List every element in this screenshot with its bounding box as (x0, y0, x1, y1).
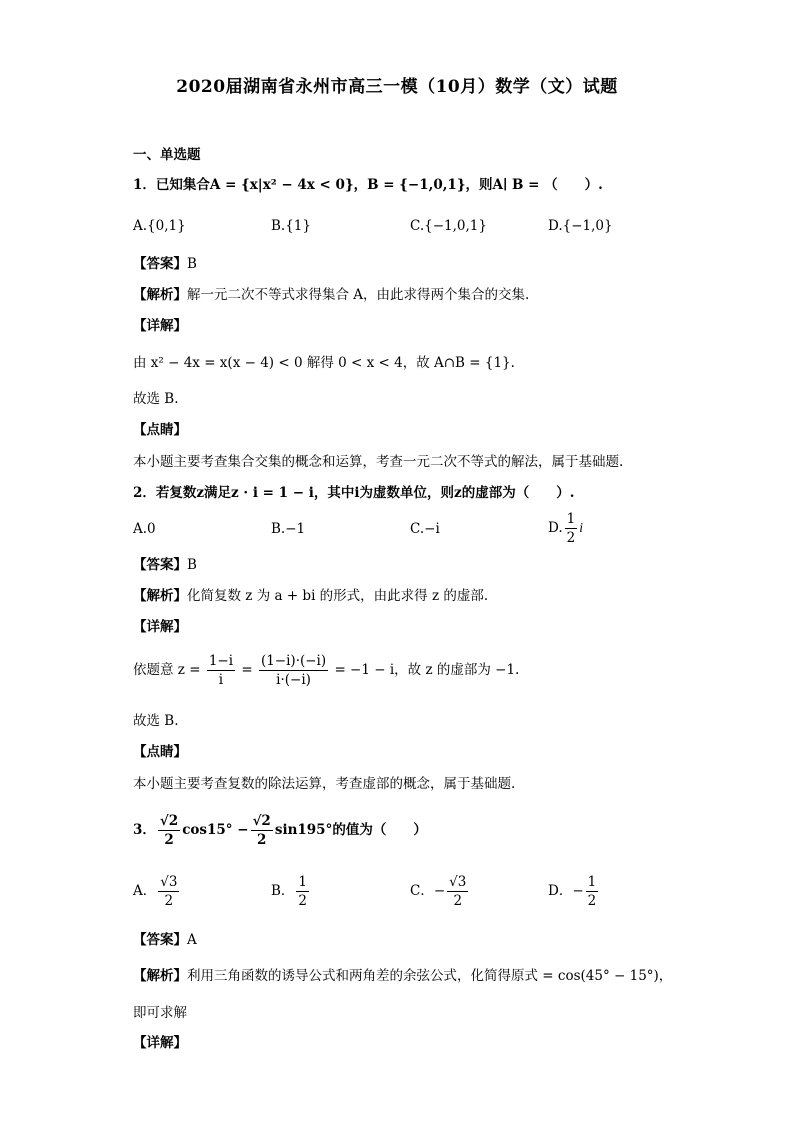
answer-tag: 【答案】 (133, 256, 187, 272)
q1-option-d: D.{−1,0} (548, 218, 613, 234)
detail-suffix: = −1 − i，故 z 的虚部为 −1. (334, 662, 520, 678)
q3-answer (133, 931, 197, 949)
frac-denominator: 2 (164, 832, 174, 848)
answer-value: B (187, 557, 197, 573)
analysis-text: 化简复数 z 为 a + bi 的形式，由此求得 z 的虚部. (187, 588, 489, 604)
option-fraction (296, 873, 309, 910)
q1-conclude: 故选 B. (133, 391, 179, 407)
frac-denominator: 2 (298, 893, 308, 909)
frac-denominator: 2 (164, 893, 174, 909)
answer-value: A (187, 932, 197, 948)
q2-option-d-fraction (565, 510, 578, 547)
answer-tag: 【答案】 (133, 557, 187, 573)
frac-numerator: 1 (566, 511, 576, 527)
frac-numerator: 1−i (208, 653, 234, 669)
q3-option-b (271, 873, 311, 910)
q2-option-c: C.−i (410, 521, 440, 537)
q2-conclude: 故选 B. (133, 713, 179, 729)
page-title: 2020届湖南省永州市高三一模（10月）数学（文）试题 (176, 77, 618, 97)
q2-fraction-2 (259, 652, 328, 689)
q1-analysis (133, 286, 529, 304)
q3-sin-part: sin195°的值为（ ） (274, 822, 427, 838)
q3-option-d (548, 873, 600, 910)
analysis-tag: 【解析】 (133, 968, 187, 984)
q2-stem: 2．若复数z满足z · i = 1 − i，其中i为虚数单位，则z的虚部为（ ）. (133, 485, 575, 501)
q3-option-a (133, 873, 181, 910)
frac-numerator: √3 (449, 874, 467, 890)
q2-note-tag: 【点睛】 (133, 744, 187, 760)
frac-denominator: 2 (566, 530, 576, 546)
q3-analysis-cont: 即可求解 (133, 1005, 187, 1021)
q3-stem (133, 812, 427, 849)
q1-option-c: C.{−1,0,1} (410, 218, 487, 234)
q1-option-a: A.{0,1} (133, 218, 186, 234)
q2-fraction-1 (207, 652, 235, 689)
frac-numerator: √2 (159, 813, 179, 829)
option-label: B． (271, 883, 295, 899)
q3-analysis (133, 967, 672, 985)
frac-numerator: 1 (587, 874, 597, 890)
q1-stem: 1．已知集合A = {x|x² − 4x < 0}，B = {−1,0,1}，则A∣ B = （ ）. (133, 177, 603, 193)
q2-note: 本小题主要考查复数的除法运算，考查虚部的概念，属于基础题. (133, 776, 516, 792)
frac-denominator: 2 (257, 832, 267, 848)
q3-fraction-1 (158, 812, 180, 849)
q1-option-b: B.{1} (271, 218, 311, 234)
analysis-tag: 【解析】 (133, 588, 187, 604)
q3-option-c (410, 873, 470, 910)
q2-analysis (133, 587, 488, 605)
q2-detail (133, 652, 519, 689)
answer-value: B (187, 256, 197, 272)
q3-number: 3． (133, 822, 156, 838)
q1-note: 本小题主要考查集合交集的概念和运算，考查一元二次不等式的解法，属于基础题. (133, 454, 624, 470)
frac-denominator: i (218, 672, 224, 688)
option-label: D．− (548, 883, 584, 899)
frac-numerator: (1−i)·(−i) (260, 653, 327, 669)
q1-answer (133, 255, 197, 273)
q1-note-tag: 【点睛】 (133, 422, 187, 438)
option-fraction (158, 873, 179, 910)
analysis-tag: 【解析】 (133, 287, 187, 303)
q2-option-b: B.−1 (271, 521, 306, 537)
option-fraction (586, 873, 599, 910)
frac-numerator: √2 (252, 813, 271, 829)
analysis-text: 解一元二次不等式求得集合 A，由此求得两个集合的交集. (187, 287, 530, 303)
frac-numerator: 1 (298, 874, 308, 890)
frac-denominator: i·(−i) (276, 672, 311, 688)
q2-option-d-label: D. (548, 520, 563, 536)
option-label: A． (133, 883, 157, 899)
analysis-text: 利用三角函数的诱导公式和两角差的余弦公式，化简得原式 = cos(45° − 15°)， (187, 968, 673, 984)
frac-denominator: 2 (587, 893, 597, 909)
q3-fraction-2 (251, 812, 273, 849)
equals-sign: = (241, 662, 253, 678)
q2-detail-tag: 【详解】 (133, 619, 187, 635)
q3-detail-tag: 【详解】 (133, 1035, 187, 1051)
q2-option-d (548, 510, 583, 547)
q1-detail: 由 x² − 4x = x(x − 4) < 0 解得 0 < x < 4，故 A∩B = {1}. (133, 355, 515, 371)
detail-prefix: 依题意 z = (133, 662, 201, 678)
option-fraction (447, 873, 468, 910)
frac-numerator: √3 (160, 874, 178, 890)
q2-option-d-suffix: i (579, 520, 583, 535)
option-label: C．− (410, 883, 446, 899)
answer-tag: 【答案】 (133, 932, 187, 948)
q1-detail-tag: 【详解】 (133, 318, 187, 334)
q2-option-a: A.0 (133, 521, 156, 537)
q3-cos-part: cos15° − (182, 822, 249, 838)
q2-answer (133, 556, 197, 574)
section-heading: 一、单选题 (133, 147, 201, 163)
frac-denominator: 2 (453, 893, 463, 909)
